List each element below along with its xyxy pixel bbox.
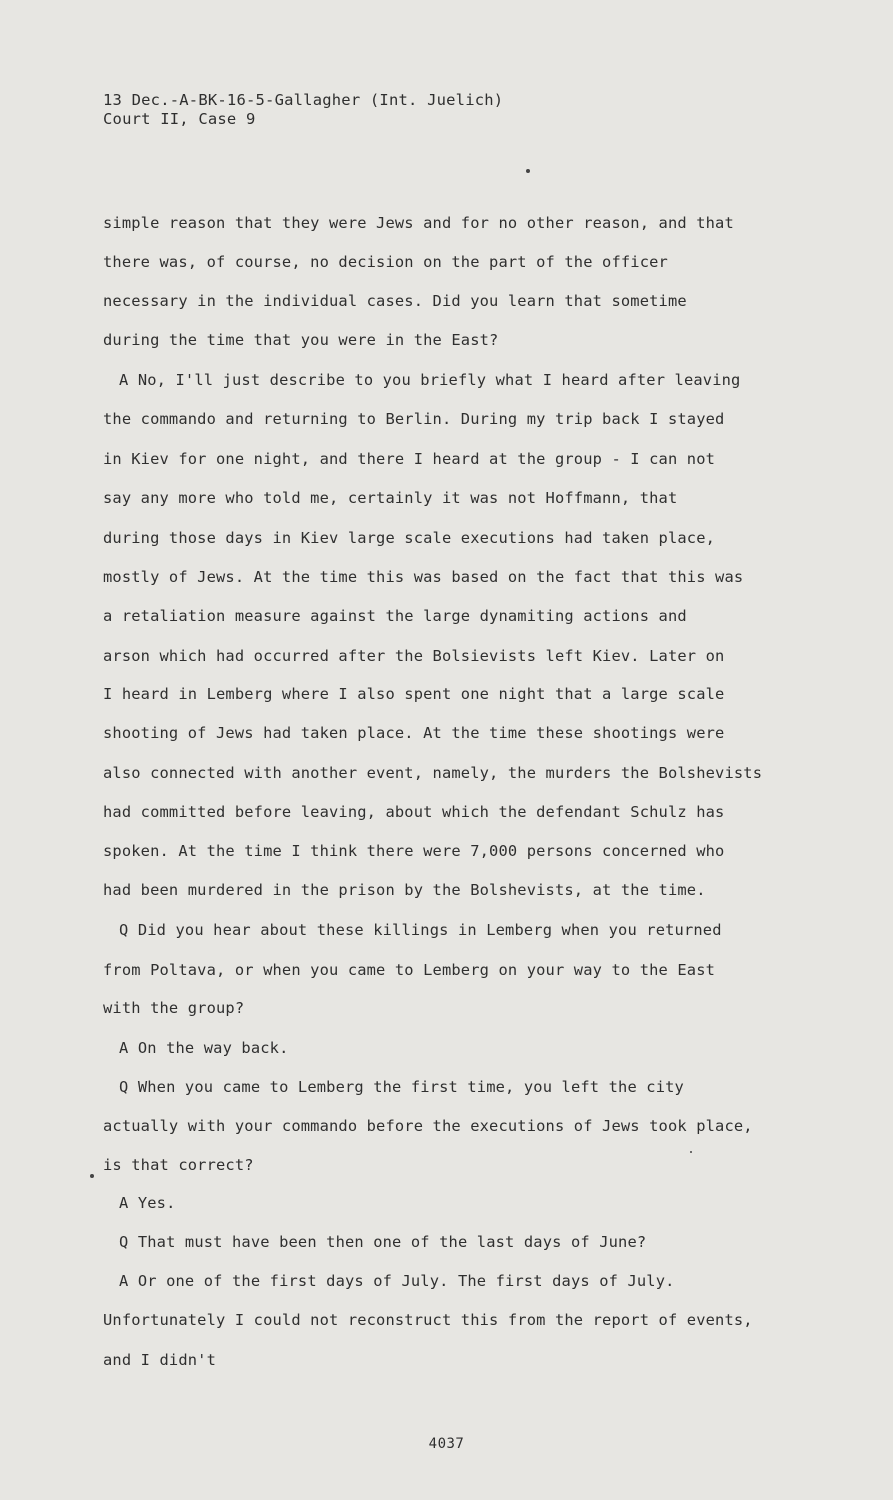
body-line: necessary in the individual cases. Did you learn that sometime <box>103 292 687 310</box>
body-line: with the group? <box>103 999 245 1017</box>
body-line: during those days in Kiev large scale executions had taken place, <box>103 529 716 547</box>
header-line-2: Court II, Case 9 <box>103 110 256 128</box>
body-line: Q That must have been then one of the last days of June? <box>119 1233 647 1251</box>
body-line: A On the way back. <box>119 1039 289 1057</box>
body-line: is that correct? <box>103 1156 254 1174</box>
body-line: spoken. At the time I think there were 7,000 persons concerned who <box>103 842 725 860</box>
body-line: actually with your commando before the executions of Jews took place, <box>103 1117 753 1135</box>
stray-mark <box>690 1151 692 1153</box>
body-line: the commando and returning to Berlin. During my trip back I stayed <box>103 410 725 428</box>
header-line-1: 13 Dec.-A-BK-16-5-Gallagher (Int. Juelich) <box>103 91 504 109</box>
body-line: during the time that you were in the East? <box>103 331 499 349</box>
body-line: mostly of Jews. At the time this was based on the fact that this was <box>103 568 744 586</box>
body-line: in Kiev for one night, and there I heard at the group - I can not <box>103 450 716 468</box>
body-line: Q Did you hear about these killings in Lemberg when you returned <box>119 921 722 939</box>
body-line: also connected with another event, namely, the murders the Bolshevists <box>103 764 763 782</box>
body-line: and I didn't <box>103 1351 216 1369</box>
body-line: arson which had occurred after the Bolsievists left Kiev. Later on <box>103 647 725 665</box>
body-line: Unfortunately I could not reconstruct this from the report of events, <box>103 1311 753 1329</box>
body-line: a retaliation measure against the large dynamiting actions and <box>103 607 687 625</box>
body-line: there was, of course, no decision on the part of the officer <box>103 253 668 271</box>
body-line: from Poltava, or when you came to Lemberg on your way to the East <box>103 961 716 979</box>
body-line: A No, I'll just describe to you briefly what I heard after leaving <box>119 371 741 389</box>
body-line: A Yes. <box>119 1194 176 1212</box>
body-line: say any more who told me, certainly it was not Hoffmann, that <box>103 489 678 507</box>
body-line: had been murdered in the prison by the Bolshevists, at the time. <box>103 881 706 899</box>
page-number: 4037 <box>428 1436 465 1452</box>
body-line: A Or one of the first days of July. The first days of July. <box>119 1272 675 1290</box>
stray-mark <box>526 169 530 173</box>
document-header <box>103 91 503 129</box>
body-line: simple reason that they were Jews and for no other reason, and that <box>103 214 734 232</box>
body-line: shooting of Jews had taken place. At the time these shootings were <box>103 724 725 742</box>
body-line: I heard in Lemberg where I also spent one night that a large scale <box>103 685 725 703</box>
body-line: Q When you came to Lemberg the first time, you left the city <box>119 1078 684 1096</box>
stray-mark <box>90 1174 94 1178</box>
body-line: had committed before leaving, about which the defendant Schulz has <box>103 803 725 821</box>
